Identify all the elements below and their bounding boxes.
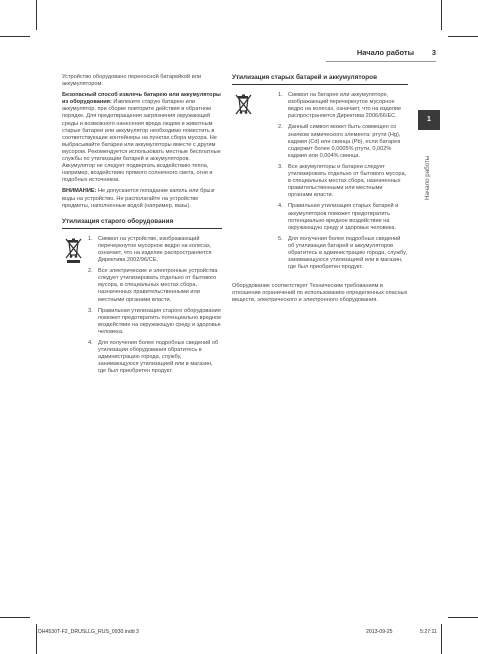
section-heading-old-equipment: Утилизация старого оборудования [62, 218, 222, 229]
warning-label: ВНИМАНИЕ: [62, 188, 97, 195]
conformity-paragraph: Оборудование соответствует Техническим требованиям в отношении ограничений по использованию определенных опасных веществ, электрического и электронного оборудования. [232, 283, 408, 304]
equipment-disposal-block [62, 236, 222, 376]
list-item: 1. Символ на батарее или аккумуляторе, изображающий перечеркнутое мусорное ведро на колесах, означает, что на изделие распространяется Директива 2006/66/EC. [278, 92, 402, 120]
safe-removal-heading: Безопасный способ извлечь батарею или аккумуляторы из оборудования: [62, 92, 221, 106]
running-header [326, 48, 436, 60]
crop-mark [448, 617, 478, 618]
list-item: 1. Символ на устройстве, изображающий перечеркнутое мусорное ведро на колесах, означает, что на изделие распространяется Директива 2002/96/CE. [88, 235, 212, 264]
crop-mark [441, 0, 442, 30]
crossed-out-bin-icon [64, 236, 84, 266]
list-item: 2. Все электрические и электронные устройства следует утилизировать отдельно от бытового мусора, в специальных местах сбора, назначенных правительственными или местными органами власти. [88, 268, 218, 303]
crop-mark [36, 624, 37, 654]
chapter-number: 1 [418, 110, 440, 130]
chapter-tab [418, 110, 440, 200]
footer-time: 5:27:11 [420, 629, 437, 635]
safe-removal-paragraph [62, 92, 222, 184]
crop-mark [448, 36, 478, 37]
left-column [62, 74, 222, 379]
list-item: 3. Все аккумуляторы и батареи следует утилизировать отдельно от бытового мусора, в специальных местах сбора, назначенных правительственными или местными органами власти. [278, 163, 407, 199]
crop-mark [0, 36, 30, 37]
battery-disposal-block [232, 92, 408, 271]
list-item: 2. Данный символ может быть совмещен со значком химического элемента: ртути (Hg), кадмия (Cd) или свинца (Pb), если батарея содержит более 0,0005% ртути, 0,002% кадмия или 0,004% свинца. [278, 124, 401, 159]
equipment-list [88, 235, 222, 376]
list-item: 3. Правильная утилизация старого оборудования поможет предотвратить потенциально вредное воздействие на окружающую среду и здоровье человека. [88, 307, 222, 335]
intro-paragraph: Устройство оборудовано переносной батарейкой или аккумулятором. [62, 74, 202, 88]
right-column [232, 74, 408, 309]
list-item: 4. Правильная утилизация старых батарей и аккумуляторов поможет предотвратить потенциально вредное воздействие на окружающую среду и здоровье человека. [278, 203, 399, 231]
safe-removal-text: Извлеките старую батарею или аккумулятор, при сборке повторите действия в обратном порядке. Для предотвращения загрязнения окружающей среды и возможного нанесения вреда людям и животным старые батареи или аккумулятор необходимо поместить в соответствующие контейнеры на пунктах сбора мусора. Не выбрасывайте батареи или аккумуляторы вместе с другим мусором. Рекомендуется использовать местные бесплатные службы по утилизации батарей и аккумуляторов. Аккумулятор не следует подвергать воздействию тепла, например, воздействию прямого солнечного света, огня и подобных источников. [62, 99, 221, 184]
header-title: Начало работы [356, 48, 414, 57]
list-item: 5. Для получения более подробных сведений об утилизации батарей и аккумуляторов обратитесь в администрацию города, службу, занимающуюся утилизацией или в магазин, где был приобретен продукт. [278, 235, 407, 271]
crop-mark [36, 0, 37, 30]
footer-date: 2013-09-25 [366, 629, 393, 635]
footer-filename: DH4530T-F2_DRUSLLG_RUS_0930.indd 3 [38, 629, 139, 635]
warning-paragraph [62, 188, 222, 209]
battery-list [278, 92, 408, 271]
header-rule [326, 61, 436, 62]
crop-mark [0, 617, 30, 618]
chapter-label: Начало работы [424, 155, 431, 200]
list-item: 4. Для получения более подробных сведений об утилизации оборудования обратитесь в администрацию города, службу, занимающуюся утилизацией или в магазин, где был приобретен продукт. [88, 340, 219, 375]
page-number: 3 [431, 48, 436, 57]
crossed-out-bin-icon [234, 92, 254, 122]
section-heading-batteries: Утилизация старых батарей и аккумуляторов [232, 74, 408, 85]
crop-mark [441, 624, 442, 654]
warning-text: Не допускается попадание капель или брызг воды на устройство. Не располагайте на устройстве предметы, наполненные водой (например, вазы). [62, 188, 216, 209]
